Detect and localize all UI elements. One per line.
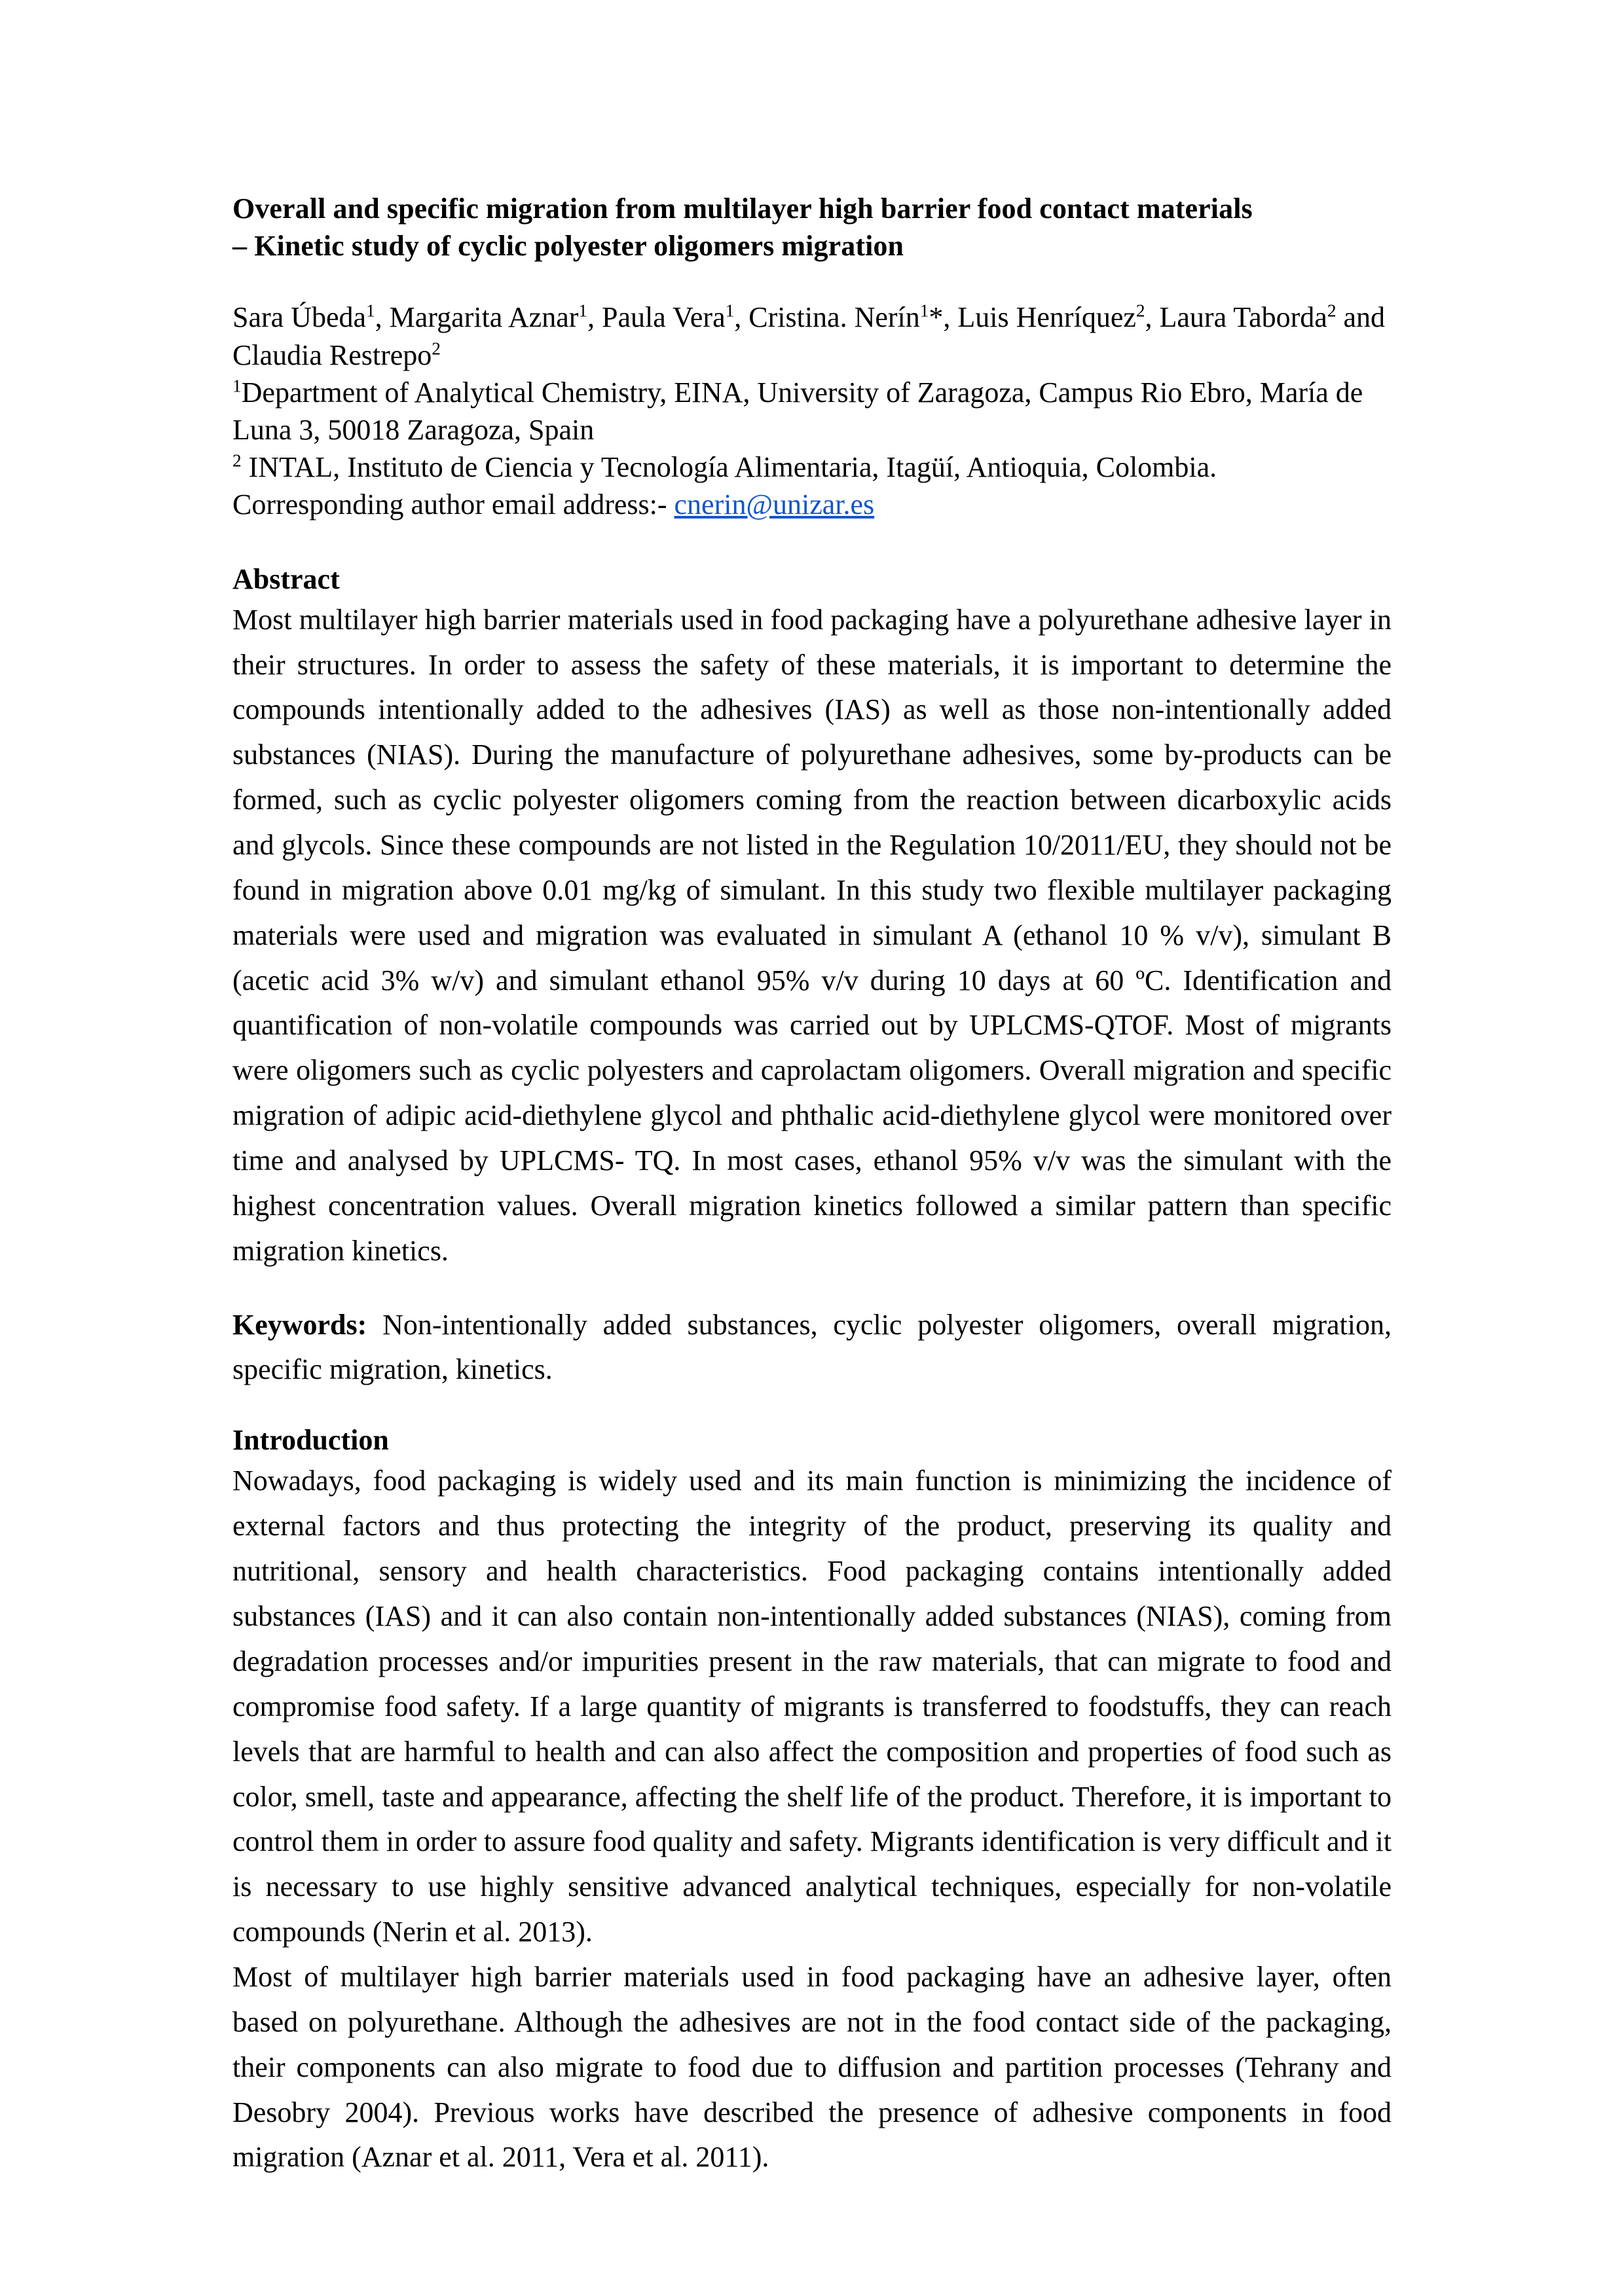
spacer-before-introduction — [232, 1393, 1392, 1421]
author-nerin-affiliation-marker: 1 — [919, 301, 929, 321]
author-vera-affiliation-marker: 1 — [725, 301, 735, 321]
title-line-1: Overall and specific migration from multilayer high barrier food contact materials — [232, 192, 1253, 225]
spacer-before-keywords — [232, 1274, 1392, 1303]
corresponding-author-email-link[interactable]: cnerin@unizar.es — [674, 488, 875, 521]
author-taborda-affiliation-marker: 2 — [1327, 301, 1337, 321]
affiliation-1 — [232, 374, 1392, 448]
page-content — [232, 190, 1392, 2180]
keywords-line — [232, 1303, 1392, 1393]
author-vera: , Paula Vera — [587, 301, 726, 334]
affiliation-2-text: INTAL, Instituto de Ciencia y Tecnología Alimentaria, Itagüí, Antioquia, Colombia. — [241, 451, 1217, 484]
author-nerin-corresponding-mark: *, Luis Henríquez — [929, 301, 1136, 334]
affiliation-2 — [232, 448, 1392, 486]
abstract-heading: Abstract — [232, 562, 340, 595]
corresponding-author-label: Corresponding author email address:- — [232, 488, 674, 521]
author-aznar: , Margarita Aznar — [375, 301, 579, 334]
spacer-before-abstract — [232, 524, 1392, 560]
introduction-paragraph-1: Nowadays, food packaging is widely used and its main function is minimizing the incidence of external factors and thus protecting the integrity of the product, preserving its quality and nutritional, sensory and health characteristics. Food packaging contains intentionally added substances (IAS) and it can also contain non-intentionally added substances (NIAS), coming from degradation processes and/or impurities present in the raw materials, that can migrate to food and compromise food safety. If a large quantity of migrants is transferred to foodstuffs, they can reach levels that are harmful to health and can also affect the composition and properties of food such as color, smell, taste and appearance, affecting the shelf life of the product. Therefore, it is important to control them in order to assure food quality and safety. Migrants identification is very difficult and it is necessary to use highly sensitive advanced analytical techniques, especially for non-volatile compounds (Nerin et al. 2013). — [232, 1465, 1392, 1948]
author-ubeda-affiliation-marker: 1 — [366, 301, 375, 321]
author-aznar-affiliation-marker: 1 — [578, 301, 588, 321]
author-nerin: , Cristina. Nerín — [734, 301, 920, 334]
author-ubeda: Sara Úbeda — [232, 301, 367, 334]
author-restrepo: and Claudia Restrepo — [232, 301, 1385, 371]
affiliation-1-text: Department of Analytical Chemistry, EINA, University of Zaragoza, Campus Rio Ebro, María de Luna 3, 50018 Zaragoza, Spain — [232, 376, 1363, 446]
title-line-2: – Kinetic study of cyclic polyester oligomers migration — [232, 230, 904, 263]
author-taborda: , Laura Taborda — [1145, 301, 1327, 334]
corresponding-author-line — [232, 486, 1392, 523]
author-henriquez-affiliation-marker: 2 — [1135, 301, 1145, 321]
abstract-body: Most multilayer high barrier materials used in food packaging have a polyurethane adhesive layer in their structures. In order to assess the safety of these materials, it is important to determine the compounds intentionally added to the adhesives (IAS) as well as those non-intentionally added substances (NIAS). During the manufacture of polyurethane adhesives, some by-products can be formed, such as cyclic polyester oligomers coming from the reaction between dicarboxylic acids and glycols. Since these compounds are not listed in the Regulation 10/2011/EU, they should not be found in migration above 0.01 mg/kg of simulant. In this study two flexible multilayer packaging materials were used and migration was evaluated in simulant A (ethanol 10 % v/v), simulant B (acetic acid 3% w/v) and simulant ethanol 95% v/v during 10 days at 60 ºC. Identification and quantification of non-volatile compounds was carried out by UPLCMS-QTOF. Most of migrants were oligomers such as cyclic polyesters and caprolactam oligomers. Overall migration and specific migration of adipic acid-diethylene glycol and phthalic acid-diethylene glycol were monitored over time and analysed by UPLCMS- TQ. In most cases, ethanol 95% v/v was the simulant with the highest concentration values. Overall migration kinetics followed a similar pattern than specific migration kinetics. — [232, 603, 1392, 1267]
keywords-label: Keywords: — [232, 1308, 367, 1341]
affiliation-2-marker: 2 — [232, 450, 242, 471]
introduction-heading: Introduction — [232, 1424, 389, 1457]
affiliation-1-marker: 1 — [232, 376, 242, 396]
page-title — [232, 190, 1392, 264]
keywords-body: Non-intentionally added substances, cyclic polyester oligomers, overall migration, specific migration, kinetics. — [232, 1308, 1392, 1386]
introduction-paragraph-2: Most of multilayer high barrier materials used in food packaging have an adhesive layer, often based on polyurethane. Although the adhesives are not in the food contact side of the packaging, their components can also migrate to food due to diffusion and partition processes (Tehrany and Desobry 2004). Previous works have described the presence of adhesive components in food migration (Aznar et al. 2011, Vera et al. 2011). — [232, 1960, 1392, 2174]
author-list — [232, 299, 1392, 373]
author-restrepo-affiliation-marker: 2 — [432, 338, 441, 358]
